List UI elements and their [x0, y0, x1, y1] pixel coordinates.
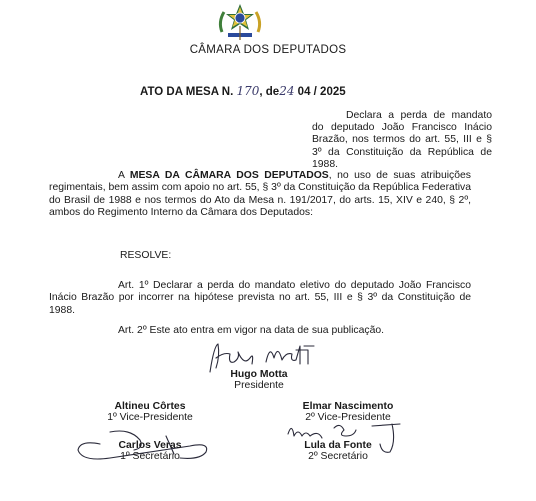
second-secretary-role: 2º Secretário	[308, 451, 368, 462]
resolve-heading: RESOLVE:	[120, 250, 172, 261]
preamble-lead: A	[118, 170, 130, 181]
article-2: Art. 2º Este ato entra em vigor na data de sua publicação.	[118, 325, 385, 336]
second-vp-role: 2º Vice-Presidente	[305, 412, 391, 423]
act-date-sep: , de	[259, 86, 280, 98]
second-secretary-name: Lula da Fonte	[304, 440, 372, 451]
first-vp-name: Altineu Côrtes	[114, 401, 186, 412]
ementa: Declara a perda de mandato do deputado João Francisco Inácio Brazão, nos termos do art. 55, III e § 3º da Constituição da República de 1988.	[312, 110, 492, 170]
act-prefix: ATO DA MESA N.	[140, 86, 234, 98]
brasil-coat-of-arms-icon	[216, 2, 264, 42]
president-role: Presidente	[234, 380, 284, 391]
act-day: 24	[279, 84, 295, 98]
first-secretary-role: 1º Secretário	[120, 451, 180, 462]
preamble-text: , no uso de suas atribuições regimentais, bem assim com apoio no art. 55, § 3º da Constituição da República Federativa do Brasil de 1988 e nos termos do Ato da Mesa n. 191/2017, do arts. 15, XIV e 240, § 2º, ambos do Regimento Interno da Câmara dos Deputados:	[49, 170, 471, 218]
chamber-name: CÂMARA DOS DEPUTADOS	[189, 44, 347, 56]
first-secretary-name: Carlos Veras	[118, 440, 182, 451]
preamble-paragraph	[49, 170, 471, 219]
act-number: 170	[236, 84, 260, 98]
act-title	[140, 84, 346, 98]
article-1: Art. 1º Declarar a perda do mandato eletivo do deputado João Francisco Inácio Brazão por incorrer na hipótese prevista no art. 55, III e § 3º da Constituição de 1988.	[49, 280, 471, 316]
president-name: Hugo Motta	[230, 369, 288, 380]
act-date-rest: 04 / 2025	[294, 86, 346, 98]
preamble-bold: MESA DA CÂMARA DOS DEPUTADOS	[129, 170, 329, 181]
first-vp-role: 1º Vice-Presidente	[107, 412, 193, 423]
second-vp-name: Elmar Nascimento	[302, 401, 394, 412]
